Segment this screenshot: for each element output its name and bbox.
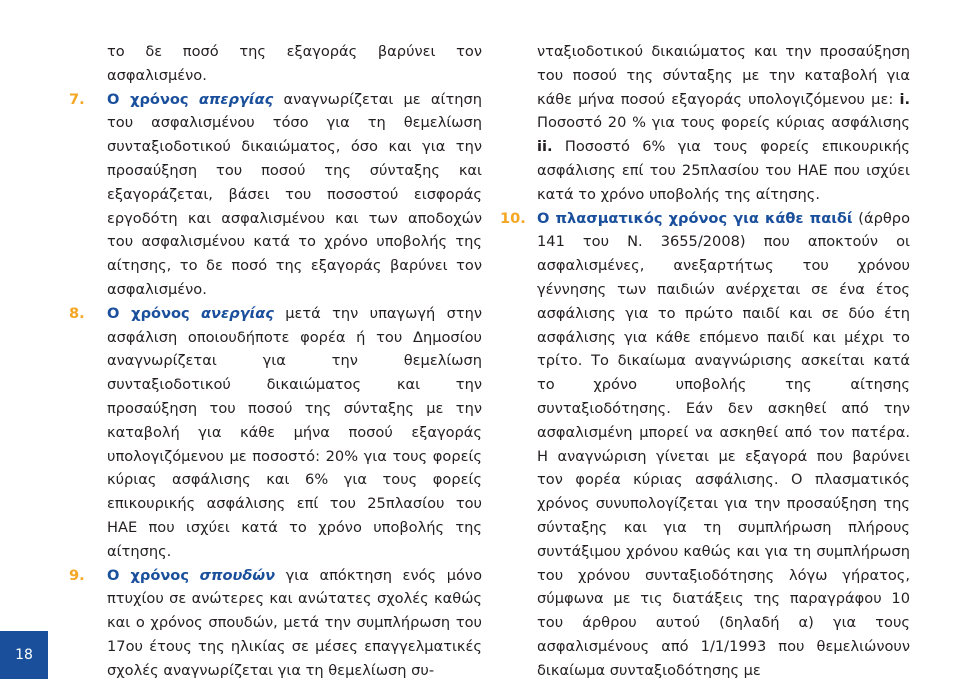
item-number: 9. <box>69 566 85 584</box>
list-marker-i: i. <box>899 90 911 108</box>
item-title: Ο χρόνος <box>107 304 190 322</box>
item-number: 10. <box>500 209 526 227</box>
item-10 <box>500 207 910 683</box>
continuation-text: Ποσοστό 20 % για τους φορείς κύριας ασφάλισης <box>537 114 910 132</box>
item-8 <box>69 302 483 564</box>
item-text: (άρθρο 141 του Ν. 3655/2008) που αποκτούν οι ασφαλισμένες, ανεξαρτήτως του χρόνου γέννησης των παιδιών ανέρχεται σε ένα έτος ασφάλισης για το πρώτο παιδί και σε δύο έτη ασφάλισης για κάθε επόμενο παιδί και μέχρι το τρίτο. Το δικαίωμα αναγνώρισης ασκείται κατά το χρόνο υποβολής της αίτησης συνταξιοδότησης. Εάν δεν ασκηθεί από την ασφαλισμένη μπορεί να ασκηθεί από τον πατέρα. Η αναγνώριση γίνεται με εξαγορά που βαρύνει τον φορέα κύριας ασφάλισης. Ο πλασματικός χρόνος συνυπολογίζεται για την προσαύξηση της σύνταξης και για τη συμπλήρωση πλήρους συντάξιμου χρόνου καθώς και για τη συμπλήρωση του χρόνου συνταξιοδότησης λόγω γήρατος, σύμφωνα με τις διατάξεις της παραγράφου 10 του άρθρου αυτού (δηλαδή α) για τους ασφαλισμένους από 1/1/1993 που θεμελιώνουν δικαίωμα συνταξιοδότησης με <box>537 209 910 679</box>
item-title-emphasis: ανεργίας <box>201 304 274 322</box>
item-title: Ο χρόνος <box>107 566 189 584</box>
item-number: 8. <box>69 304 85 322</box>
item-text: για απόκτηση ενός μόνο πτυχίου σε ανώτερες και ανώτατες σχολές καθώς και ο χρόνος σπουδών, μετά την συμπλήρωση του 17ου έτους της ηλικίας σε μέσες επαγγελματικές σχολές αναγνωρίζεται για τη θεμελίωση συ- <box>107 566 483 679</box>
continuation-text: Ποσοστό 6% για τους φορείς επικουρικής ασφάλισης επί του 25πλασίου του ΗΑΕ που ισχύει κατά το χρόνο υποβολής της αίτησης. <box>537 138 911 203</box>
page-number: 18 <box>15 647 33 663</box>
item-9 <box>69 564 483 683</box>
left-column <box>69 40 483 683</box>
page-number-badge <box>0 631 48 679</box>
intro-paragraph: το δε ποσό της εξαγοράς βαρύνει τον ασφαλισμένο. <box>107 43 482 84</box>
right-column <box>500 40 911 683</box>
item-text: μετά την υπαγωγή στην ασφάλιση οποιουδήποτε φορέα ή του Δημοσίου αναγνωρίζεται για την θεμελίωση συνταξιοδοτικού δικαιώματος και την προσαύξηση του ποσού της σύνταξης με την καταβολή για κάθε μήνα ποσού εξαγοράς υπολογιζόμενου με ποσοστό: 20% για τους φορείς κύριας ασφάλισης και 6% για τους φορείς επικουρικής ασφάλισης επί του 25πλασίου του ΗΑΕ που ισχύει κατά το χρόνο υποβολής της αίτησης. <box>107 304 483 560</box>
list-marker-ii: ii. <box>537 138 553 156</box>
item-title-emphasis: απεργίας <box>198 90 274 108</box>
item-title: Ο πλασματικός χρόνος για κάθε παιδί <box>537 209 853 227</box>
item-number: 7. <box>69 90 85 108</box>
item-text: αναγνωρίζεται με αίτηση του ασφαλισμένου τόσο για τη θεμελίωση συνταξιοδοτικού δικαιώματος, όσο και για την προσαύξηση του ποσού της σύνταξης και εξαγοράζεται, βάσει του ποσοστού εισφοράς εργοδότη και ασφαλισμένου και των αποδοχών του ασφαλισμένου κατά το χρόνο υποβολής της αίτησης, το δε ποσό της εξαγοράς βαρύνει τον ασφαλισμένο. <box>107 90 482 298</box>
item-7 <box>69 88 482 302</box>
continuation-paragraph <box>537 40 910 207</box>
item-title: Ο χρόνος <box>107 90 189 108</box>
item-title-emphasis: σπουδών <box>199 566 276 584</box>
continuation-text: νταξιοδοτικού δικαιώματος και την προσαύξηση του ποσού της σύνταξης με την καταβολή για κάθε μήνα ποσού εξαγοράς υπολογιζόμενου με: <box>537 43 910 108</box>
